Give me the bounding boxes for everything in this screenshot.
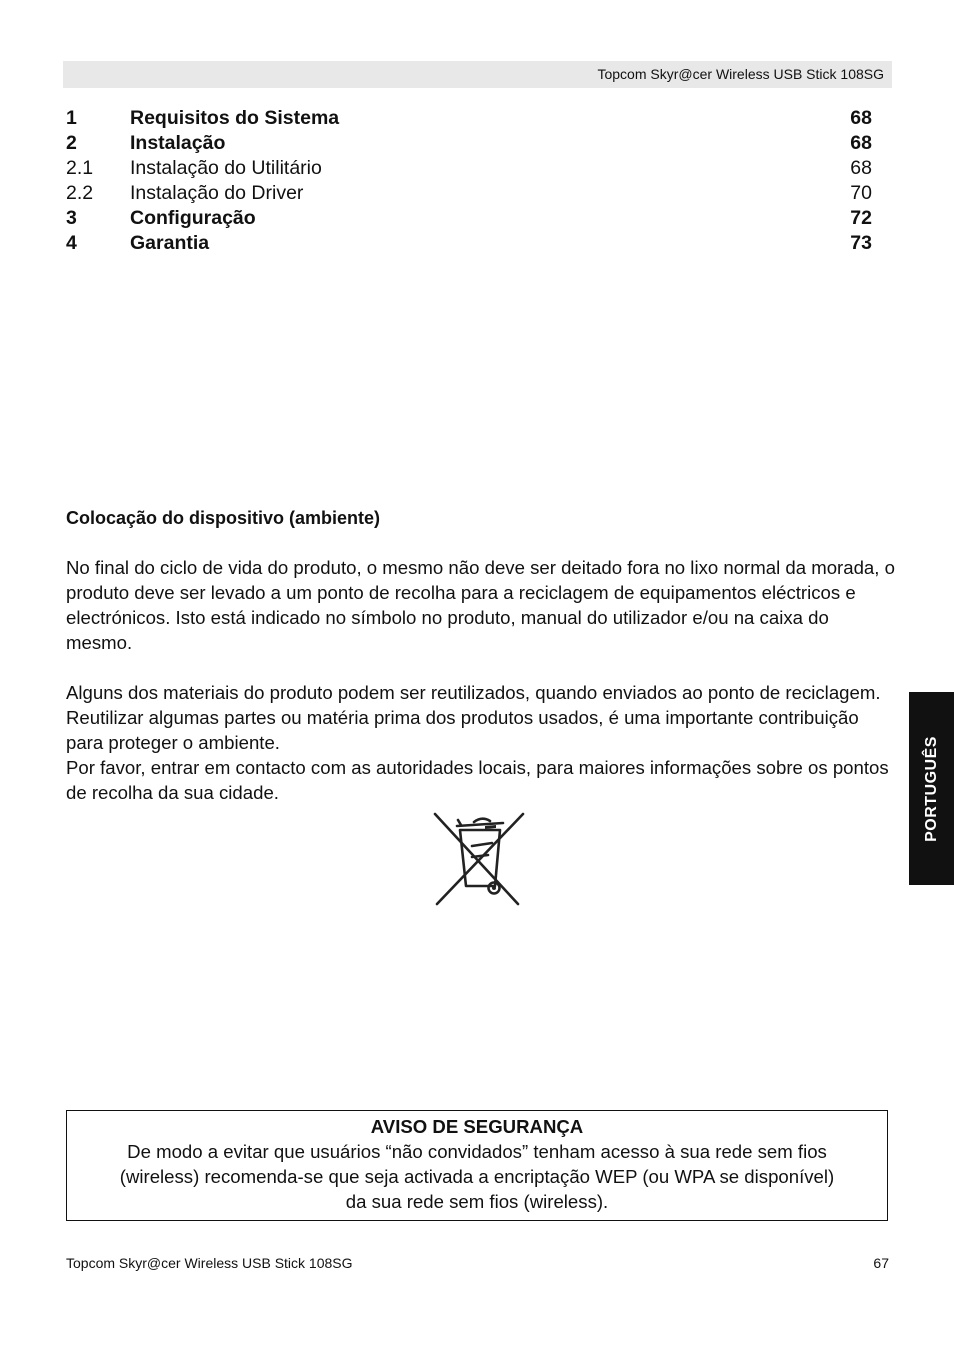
toc-entry <box>66 131 872 156</box>
toc-entry-page: 68 <box>850 132 872 154</box>
header-title: Topcom Skyr@cer Wireless USB Stick 108SG <box>597 66 884 82</box>
toc-entry-page: 72 <box>850 207 872 229</box>
footer-title: Topcom Skyr@cer Wireless USB Stick 108SG <box>66 1255 353 1271</box>
environment-paragraph: No final do ciclo de vida do produto, o mesmo não deve ser deitado fora no lixo normal da morada, o produto deve ser levado a um ponto de recolha para a reciclagem de equipamentos eléctricos e electrónicos. Isto está indicado no símbolo no produto, manual do utilizador e/ou na caixa do mesmo. <box>66 557 895 653</box>
toc-entry-title: Instalação do Utilitário <box>130 157 322 179</box>
page-header <box>63 61 892 88</box>
toc-entry-number: 2.2 <box>66 182 94 204</box>
toc-entry-page: 68 <box>850 157 872 179</box>
toc-entry-title: Configuração <box>130 207 256 229</box>
toc-entry-page: 70 <box>850 182 872 204</box>
toc-entry-number: 1 <box>66 107 77 129</box>
safety-notice-text: De modo a evitar que usuários “não convidados” tenham acesso à sua rede sem fios (wireless) recomenda-se que seja activada a encriptação WEP (ou WPA se disponível) da sua rede sem fios (wireless). <box>119 1141 835 1212</box>
environment-paragraph: Por favor, entrar em contacto com as autoridades locais, para maiores informações sobre os pontos de recolha da sua cidade. <box>66 757 889 803</box>
toc-entry-title: Instalação <box>130 132 226 154</box>
toc-entry <box>66 106 872 131</box>
environment-heading: Colocação do dispositivo (ambiente) <box>66 508 381 528</box>
language-tab-label: PORTUGUÊS <box>922 735 940 842</box>
toc-entry <box>66 156 872 181</box>
toc-entry-number: 3 <box>66 207 77 229</box>
safety-notice-box <box>66 1110 888 1221</box>
toc-entry-number: 2.1 <box>66 157 94 179</box>
toc-entry-number: 4 <box>66 232 77 254</box>
toc-entry-page: 73 <box>850 232 872 254</box>
table-of-contents <box>66 106 872 256</box>
toc-entry <box>66 231 872 256</box>
toc-entry-title: Instalação do Driver <box>130 182 304 204</box>
toc-entry-title: Garantia <box>130 232 210 254</box>
toc-entry-page: 68 <box>850 107 872 129</box>
toc-entry <box>66 181 872 206</box>
crossed-out-wheelie-bin-icon <box>430 810 528 908</box>
toc-entry-title: Requisitos do Sistema <box>130 107 340 129</box>
safety-notice-title: AVISO DE SEGURANÇA <box>370 1116 584 1137</box>
language-tab <box>909 692 954 885</box>
page-number: 67 <box>873 1255 889 1271</box>
toc-entry <box>66 206 872 231</box>
environment-paragraph: Alguns dos materiais do produto podem ser reutilizados, quando enviados ao ponto de reciclagem. Reutilizar algumas partes ou matéria prima dos produtos usados, é uma importante contribuição para proteger o ambiente. <box>66 682 881 753</box>
toc-entry-number: 2 <box>66 132 77 154</box>
